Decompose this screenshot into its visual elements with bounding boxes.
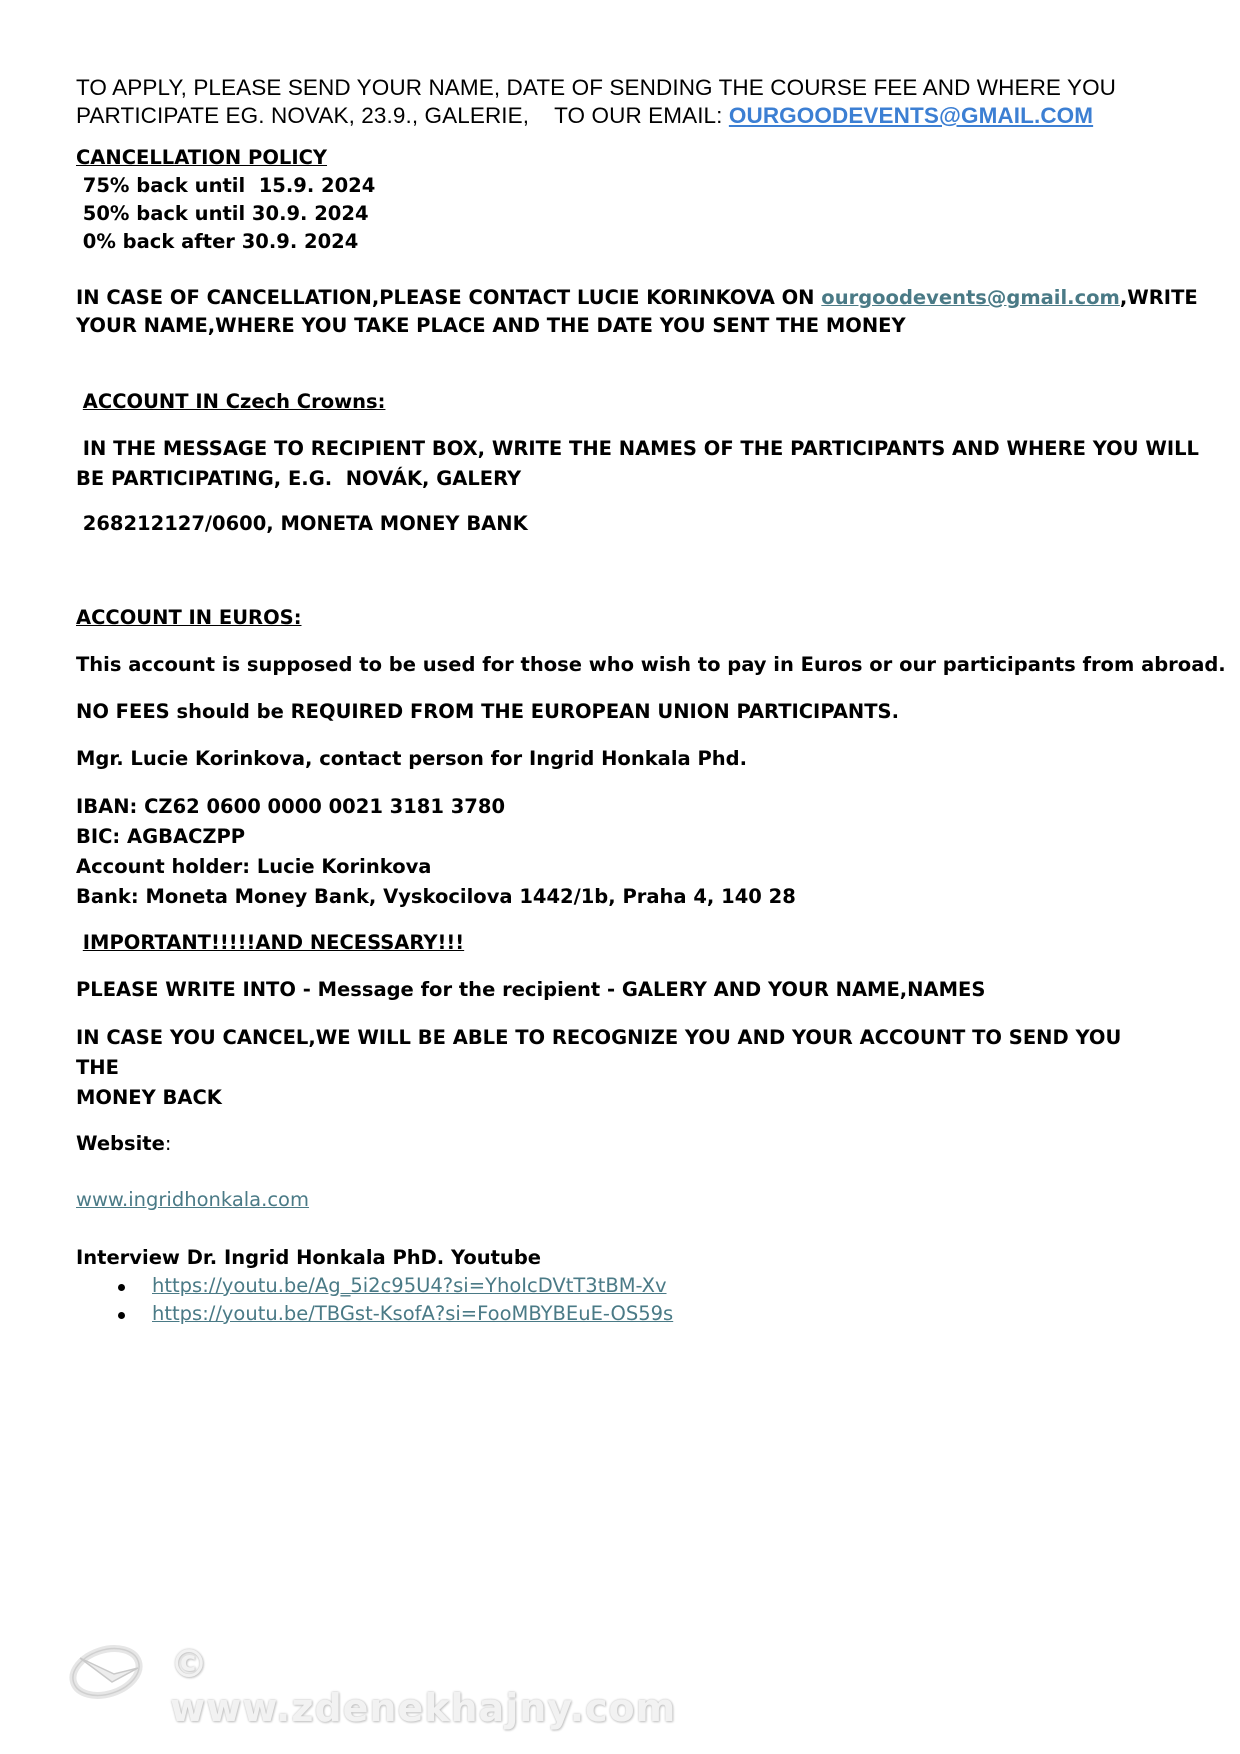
cancel-line-2: MONEY BACK bbox=[76, 1086, 222, 1109]
website-link[interactable]: www.ingridhonkala.com bbox=[76, 1188, 309, 1211]
cancellation-contact-text: IN CASE OF CANCELLATION,PLEASE CONTACT LUCIE KORINKOVA ON bbox=[76, 286, 822, 309]
eur-heading: ACCOUNT IN EUROS: bbox=[76, 606, 302, 629]
write-into-instruction: PLEASE WRITE INTO - Message for the recipient - GALERY AND YOUR NAME,NAMES bbox=[76, 978, 986, 1001]
apply-line-2-text: PARTICIPATE EG. NOVAK, 23.9., GALERIE, TO OUR EMAIL: bbox=[76, 103, 729, 128]
czk-instruction-line-1: IN THE MESSAGE TO RECIPIENT BOX, WRITE THE NAMES OF THE PARTICIPANTS AND WHERE YOU WILL bbox=[76, 437, 1199, 460]
interview-heading: Interview Dr. Ingrid Honkala PhD. Youtube bbox=[76, 1246, 542, 1269]
youtube-link[interactable]: https://youtu.be/Ag_5i2c95U4?si=YhoIcDVtT3tBM-Xv bbox=[152, 1274, 667, 1297]
watermark-text: © www.zdenekhajny.com bbox=[170, 1642, 677, 1730]
interview-links-list bbox=[76, 1272, 1171, 1328]
czk-heading: ACCOUNT IN Czech Crowns: bbox=[82, 390, 386, 413]
eur-fees-note: NO FEES should be REQUIRED FROM THE EUROPEAN UNION PARTICIPANTS. bbox=[76, 700, 899, 723]
website-colon: : bbox=[164, 1132, 172, 1155]
bank-address: Bank: Moneta Money Bank, Vyskocilova 1442/1b, Praha 4, 140 28 bbox=[76, 885, 796, 908]
czk-heading-row bbox=[76, 388, 1171, 416]
list-item bbox=[76, 1300, 1171, 1328]
cancellation-rule: 0% back after 30.9. 2024 bbox=[76, 230, 359, 253]
cancel-line-1: IN CASE YOU CANCEL,WE WILL BE ABLE TO RECOGNIZE YOU AND YOUR ACCOUNT TO SEND YOU THE bbox=[76, 1026, 1122, 1079]
czk-instruction-line-2: BE PARTICIPATING, E.G. NOVÁK, GALERY bbox=[76, 467, 522, 490]
website-label: Website bbox=[76, 1132, 165, 1155]
watermark bbox=[66, 1634, 677, 1730]
eur-account-details bbox=[76, 792, 1171, 912]
apply-email-link[interactable]: OURGOODEVENTS@GMAIL.COM bbox=[728, 103, 1094, 128]
bullet-icon bbox=[118, 1284, 125, 1291]
important-heading-row bbox=[76, 929, 1171, 957]
iban: IBAN: CZ62 0600 0000 0021 3181 3780 bbox=[76, 795, 506, 818]
apply-line-1: TO APPLY, PLEASE SEND YOUR NAME, DATE OF SENDING THE COURSE FEE AND WHERE YOU bbox=[76, 75, 1117, 100]
cancellation-contact-line-2: YOUR NAME,WHERE YOU TAKE PLACE AND THE DATE YOU SENT THE MONEY bbox=[76, 314, 906, 337]
eur-contact-person: Mgr. Lucie Korinkova, contact person for Ingrid Honkala Phd. bbox=[76, 747, 748, 770]
cancel-recognize-note bbox=[76, 1023, 1171, 1113]
apply-line-2 bbox=[76, 102, 1171, 130]
cancellation-heading: CANCELLATION POLICY bbox=[76, 146, 328, 169]
cancellation-email-link[interactable]: ourgoodevents@gmail.com bbox=[821, 286, 1120, 309]
bullet-icon bbox=[118, 1312, 125, 1319]
czk-account-number: 268212127/0600, MONETA MONEY BANK bbox=[76, 512, 528, 535]
important-heading: IMPORTANT!!!!!AND NECESSARY!!! bbox=[82, 931, 465, 954]
cancellation-rule: 50% back until 30.9. 2024 bbox=[76, 202, 369, 225]
youtube-link[interactable]: https://youtu.be/TBGst-KsofA?si=FooMBYBEuE-OS59s bbox=[152, 1302, 674, 1325]
document-page bbox=[76, 74, 1226, 1328]
website-link-row bbox=[76, 1186, 1171, 1216]
account-holder: Account holder: Lucie Korinkova bbox=[76, 855, 432, 878]
wing-swoosh-logo-icon bbox=[66, 1638, 150, 1702]
cancellation-contact-line-1 bbox=[76, 284, 1198, 312]
website-label-row bbox=[76, 1130, 1171, 1158]
cancellation-rule: 75% back until 15.9. 2024 bbox=[76, 174, 376, 197]
cancellation-contact-suffix: ,WRITE bbox=[1119, 286, 1198, 309]
apply-instructions bbox=[76, 74, 1171, 130]
list-item bbox=[76, 1272, 1171, 1300]
eur-note: This account is supposed to be used for those who wish to pay in Euros or our participants from abroad. bbox=[76, 653, 1226, 676]
bic: BIC: AGBACZPP bbox=[76, 825, 246, 848]
